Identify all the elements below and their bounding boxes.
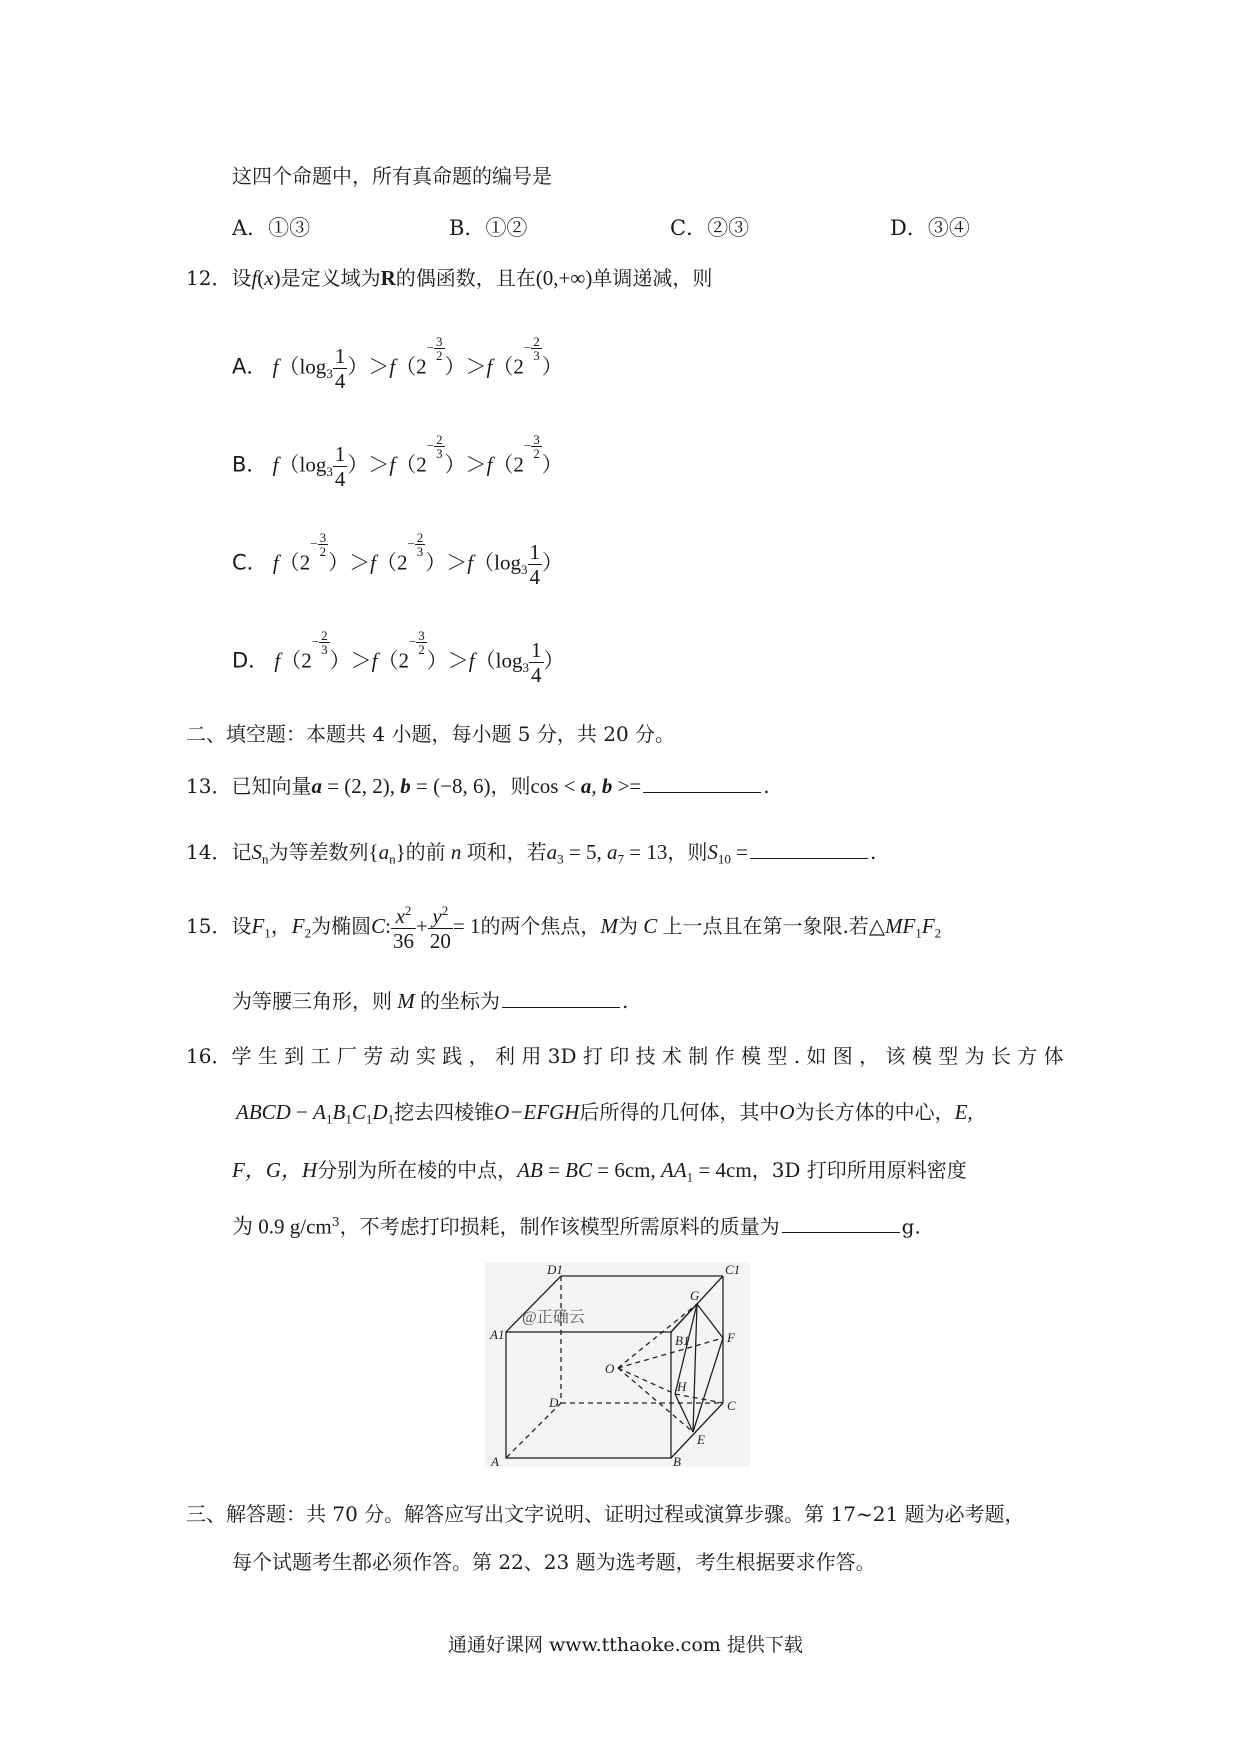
label-e: E [697,1432,705,1447]
q12-option-d: D． f（2− $\frac{2}{3}$ ）＞f（2− $\frac{3}{2}$ ）$>f(\log_3$ $\frac{1}{4}$ ） [232,627,565,688]
label-b1: B1 [675,1333,690,1348]
q11-option-b: B．①② [449,216,528,240]
label-c1: C1 [725,1262,741,1277]
q15-line2: 为等腰三角形，则 M 的坐标为 . [232,989,629,1013]
q11-option-a: A．①③ [232,216,311,240]
section3-line1: 三、解答题：共 70 分。解答应写出文字说明、证明过程或演算步骤。第 17~21 题为必考题， [186,1502,1025,1526]
q14: 14．记$S_n$为等差数列$\{a_n\}$的前 n 项和，若$a_3 = 5$, $a_7 = 13$，则$S_{10}$ = . [186,840,877,867]
q16-line4: 为 0.9 $g/cm^3$，不考虑打印损耗，制作该模型所需原料的质量为 g. [232,1214,921,1239]
label-c: C [727,1398,736,1413]
label-f: F [727,1330,735,1345]
q16-line2: ABCD − $A_1B_1C_1D_1$挖去四棱锥O−EFGH后所得的几何体，其中O为长方体的中心，E, [236,1100,973,1127]
section2-heading: 二、填空题：本题共 4 小题，每小题 5 分，共 20 分。 [186,722,676,746]
footer-text: 通通好课网 www.tthaoke.com 提供下载 [448,1634,803,1656]
label-g: G [690,1288,700,1303]
q11-stem: 这四个命题中，所有真命题的编号是 [232,164,552,188]
figure-background [485,1262,750,1467]
q16-line1: 16．学 生 到 工 厂 劳 动 实 践 ， 利 用 3D 打 印 技 术 制 作 模 型 . 如 图 ， 该 模 型 为 长 方 体 [186,1044,1064,1068]
q13: 13．已知向量a = (2, 2), b = (−8, 6)，则cos < a, b >= . [186,774,770,798]
label-o: O [605,1361,615,1376]
q16-line3: F，G，H分别为所在棱的中点，AB = BC = 6cm, $AA_1 = 4cm$，3D 打印所用原料密度 [232,1158,967,1185]
label-b: B [673,1454,681,1467]
q11-option-c: C．②③ [670,216,750,240]
label-h: H [677,1379,687,1394]
figure-watermark: @正确云 [522,1309,585,1326]
label-a: A [491,1454,499,1467]
label-d: D [549,1395,559,1410]
q12-option-a: A． $f(\log_3$ $\frac{1}{4}$ ）＞f（2− $\frac{3}{2}$ ）＞f（2− $\frac{2}{3}$ ） [232,333,563,394]
cuboid-figure [485,1262,750,1467]
q12-option-c: C． f（2− $\frac{3}{2}$ ）＞f（2− $\frac{2}{3}$ ）$>f(\log_3$ $\frac{1}{4}$ ） [232,529,563,590]
q12-option-b: B． $f(\log_3$ $\frac{1}{4}$ ）＞f（2− $\frac{2}{3}$ ）＞f（2− $\frac{3}{2}$ ） [232,431,563,492]
label-d1: D1 [547,1262,563,1277]
q15-line1: 15．设$F_1$，$F_2$为椭圆C: $\frac{x^2}{36}$ + $\frac{y^2}{20}$ = 1的两个焦点，M为 C 上一点且在第一象限.若$\triangle MF_1F_2$ [186,902,942,953]
q11-option-d: D．③④ [890,216,970,240]
section3-line2: 每个试题考生都必须作答。第 22、23 题为选考题，考生根据要求作答。 [232,1550,876,1574]
label-a1: A1 [490,1327,505,1342]
q12-stem: 12．设f(x)是定义域为R的偶函数，且在(0,+∞)单调递减，则 [186,266,713,290]
